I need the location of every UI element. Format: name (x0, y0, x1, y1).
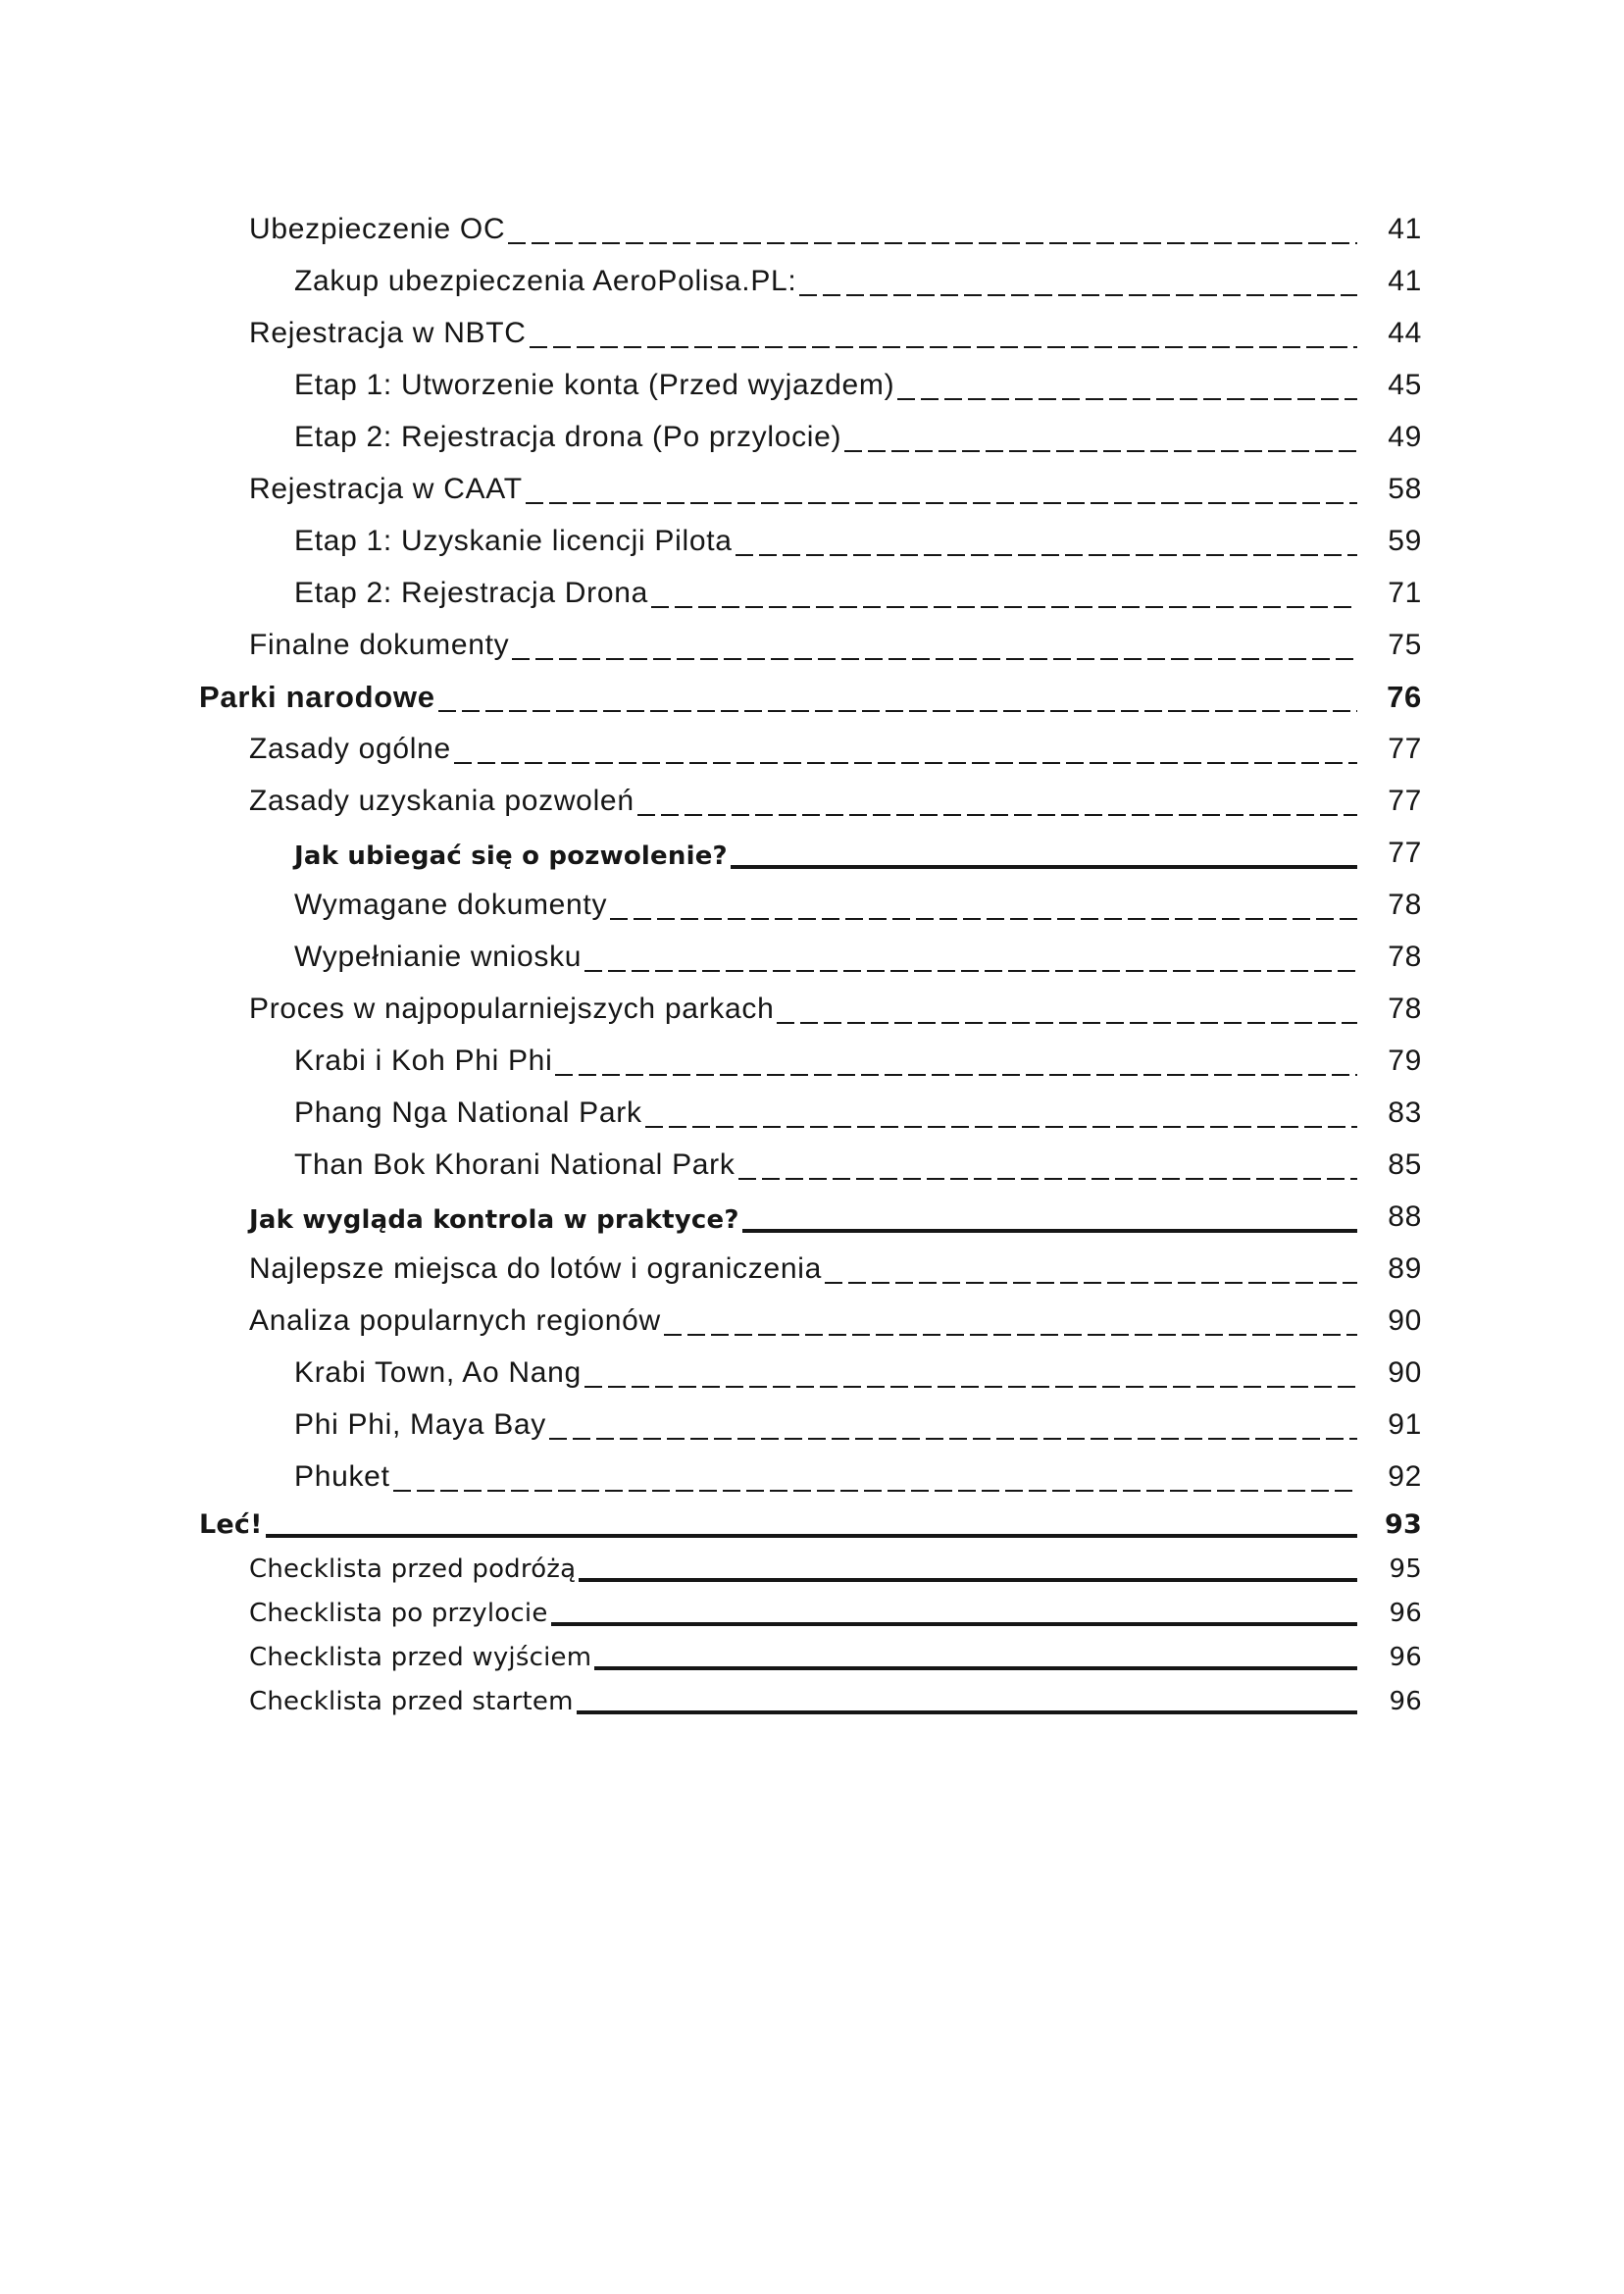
toc-entry-label: Wypełnianie wniosku (294, 941, 583, 973)
toc-leader-line (742, 1229, 1357, 1233)
toc-entry-page-number: 95 (1389, 1555, 1422, 1584)
toc-entry-page-number: 41 (1388, 265, 1422, 297)
toc-entry-page-number: 96 (1389, 1643, 1422, 1672)
toc-entry-label: Etap 1: Utworzenie konta (Przed wyjazdem) (294, 369, 895, 401)
toc-leader-line (551, 1622, 1357, 1626)
toc-leader-line (549, 1438, 1357, 1440)
toc-entry[interactable] (199, 357, 1422, 409)
toc-entry[interactable] (199, 201, 1422, 253)
toc-entry[interactable] (199, 1546, 1422, 1590)
toc-entry[interactable] (199, 929, 1422, 981)
toc-entry-label: Finalne dokumenty (249, 629, 510, 661)
toc-entry[interactable] (199, 1033, 1422, 1085)
toc-entry[interactable] (199, 617, 1422, 669)
toc-entry-page-number: 49 (1388, 421, 1422, 453)
toc-entry-page-number: 41 (1388, 213, 1422, 245)
toc-entry-label: Etap 1: Uzyskanie licencji Pilota (294, 525, 733, 557)
toc-entry-label: Phang Nga National Park (294, 1096, 642, 1129)
toc-entry-page-number: 85 (1388, 1148, 1422, 1181)
toc-entry-label: Proces w najpopularniejszych parkach (249, 993, 775, 1025)
toc-entry[interactable] (199, 565, 1422, 617)
toc-leader-line (825, 1282, 1357, 1284)
toc-entry[interactable] (199, 981, 1422, 1033)
toc-entry-label: Checklista przed wyjściem (249, 1643, 592, 1672)
toc-entry-label: Rejestracja w NBTC (249, 317, 527, 349)
toc-entry-label: Etap 2: Rejestracja Drona (294, 577, 649, 609)
toc-leader-line (651, 606, 1357, 608)
toc-entry-page-number: 58 (1388, 473, 1422, 505)
toc-entry[interactable] (199, 461, 1422, 513)
toc-entry[interactable] (199, 1293, 1422, 1345)
toc-entry-label: Ubezpieczenie OC (249, 213, 506, 245)
toc-leader-line (645, 1126, 1357, 1128)
toc-leader-line (664, 1334, 1357, 1336)
toc-leader-line (610, 918, 1357, 920)
toc-entry-label: Zasady uzyskania pozwoleń (249, 785, 634, 817)
toc-entry[interactable] (199, 1634, 1422, 1678)
toc-entry[interactable] (199, 1449, 1422, 1501)
toc-entry-page-number: 79 (1388, 1045, 1422, 1077)
toc-entry[interactable] (199, 1189, 1422, 1241)
toc-entry-label: Leć! (199, 1509, 263, 1540)
toc-leader-line (393, 1490, 1357, 1492)
toc-leader-line (454, 762, 1357, 764)
toc-entry-page-number: 91 (1388, 1408, 1422, 1441)
toc-entry-label: Wymagane dokumenty (294, 889, 608, 921)
toc-entry[interactable] (199, 877, 1422, 929)
toc-entry-label: Checklista przed podróżą (249, 1555, 577, 1584)
toc-entry-page-number: 77 (1388, 733, 1422, 765)
toc-entry-page-number: 90 (1388, 1356, 1422, 1389)
toc-entry-page-number: 77 (1388, 837, 1422, 869)
toc-entry-page-number: 45 (1388, 369, 1422, 401)
toc-leader-line (777, 1022, 1357, 1024)
toc-entry-page-number: 90 (1388, 1304, 1422, 1337)
toc-entry[interactable] (199, 1501, 1422, 1546)
toc-entry-page-number: 78 (1388, 941, 1422, 973)
toc-entry-label: Etap 2: Rejestracja drona (Po przylocie) (294, 421, 842, 453)
toc-entry[interactable] (199, 409, 1422, 461)
toc-entry-page-number: 59 (1388, 525, 1422, 557)
toc-leader-line (738, 1178, 1357, 1180)
toc-leader-line (594, 1666, 1357, 1670)
toc-entry-label: Analiza popularnych regionów (249, 1304, 661, 1337)
toc-entry-label: Checklista po przylocie (249, 1599, 548, 1628)
toc-entry-label: Parki narodowe (199, 680, 435, 714)
toc-entry-label: Krabi Town, Ao Nang (294, 1356, 582, 1389)
toc-entry-page-number: 78 (1388, 889, 1422, 921)
toc-leader-line (266, 1534, 1357, 1538)
toc-entry-label: Phi Phi, Maya Bay (294, 1408, 547, 1441)
toc-entry[interactable] (199, 1137, 1422, 1189)
toc-entry[interactable] (199, 513, 1422, 565)
toc-leader-line (584, 970, 1357, 972)
toc-entry-label: Than Bok Khorani National Park (294, 1148, 736, 1181)
toc-entry-page-number: 93 (1385, 1509, 1422, 1540)
toc-leader-line (526, 502, 1357, 504)
toc-entry-page-number: 75 (1388, 629, 1422, 661)
toc-entry[interactable] (199, 305, 1422, 357)
table-of-contents (199, 201, 1422, 1722)
toc-entry[interactable] (199, 1345, 1422, 1397)
toc-leader-line (530, 346, 1357, 348)
toc-leader-line (844, 450, 1357, 452)
toc-entry-page-number: 83 (1388, 1096, 1422, 1129)
toc-leader-line (731, 865, 1357, 869)
toc-leader-line (438, 710, 1357, 712)
toc-leader-line (736, 554, 1357, 556)
toc-entry-label: Rejestracja w CAAT (249, 473, 523, 505)
toc-entry-label: Najlepsze miejsca do lotów i ograniczenia (249, 1252, 822, 1285)
toc-entry-page-number: 88 (1388, 1200, 1422, 1233)
toc-entry-page-number: 78 (1388, 993, 1422, 1025)
toc-entry-label: Jak wygląda kontrola w praktyce? (249, 1205, 739, 1235)
toc-leader-line (555, 1074, 1357, 1076)
toc-entry-page-number: 76 (1387, 680, 1422, 714)
toc-leader-line (577, 1710, 1357, 1714)
toc-leader-line (579, 1578, 1357, 1582)
toc-entry-page-number: 44 (1388, 317, 1422, 349)
toc-entry[interactable] (199, 825, 1422, 877)
toc-leader-line (799, 294, 1357, 296)
toc-entry-page-number: 96 (1389, 1599, 1422, 1628)
toc-entry[interactable] (199, 253, 1422, 305)
toc-entry[interactable] (199, 1590, 1422, 1634)
toc-leader-line (584, 1386, 1357, 1388)
toc-leader-line (508, 242, 1357, 244)
toc-entry[interactable] (199, 669, 1422, 721)
toc-entry-label: Krabi i Koh Phi Phi (294, 1045, 553, 1077)
toc-leader-line (512, 658, 1357, 660)
toc-entry[interactable] (199, 1397, 1422, 1449)
toc-entry-label: Checklista przed startem (249, 1687, 574, 1716)
toc-entry-page-number: 77 (1388, 785, 1422, 817)
toc-entry-label: Phuket (294, 1460, 390, 1493)
toc-entry[interactable] (199, 1678, 1422, 1722)
toc-entry[interactable] (199, 773, 1422, 825)
toc-entry-page-number: 71 (1388, 577, 1422, 609)
toc-leader-line (637, 814, 1357, 816)
toc-entry-label: Zasady ogólne (249, 733, 451, 765)
toc-entry-page-number: 96 (1389, 1687, 1422, 1716)
toc-entry[interactable] (199, 1241, 1422, 1293)
toc-entry-page-number: 89 (1388, 1252, 1422, 1285)
toc-entry[interactable] (199, 1085, 1422, 1137)
toc-leader-line (897, 398, 1357, 400)
toc-entry-label: Jak ubiegać się o pozwolenie? (294, 841, 728, 871)
toc-entry-page-number: 92 (1388, 1460, 1422, 1493)
toc-entry-label: Zakup ubezpieczenia AeroPolisa.PL: (294, 265, 797, 297)
toc-entry[interactable] (199, 721, 1422, 773)
